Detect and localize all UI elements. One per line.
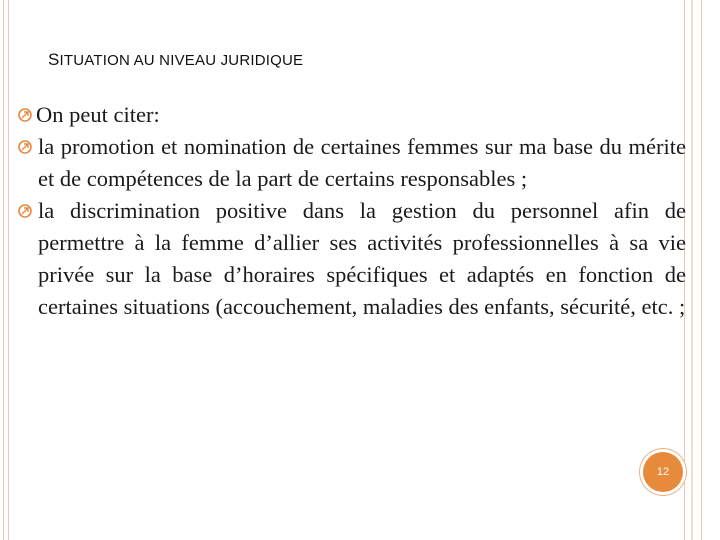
list-item-intro: [18, 99, 686, 131]
slide-border-left: [3, 0, 9, 540]
ornamental-bullet-icon: [18, 204, 32, 218]
list-item: [18, 131, 686, 195]
list-item-text: la promotion et nomination de certaines femmes sur ma base du mérite et de compétences de la part de certains responsables ;: [38, 134, 686, 191]
list-item: [18, 195, 686, 323]
slide-border-right: [684, 0, 702, 540]
list-item-text: la discrimination positive dans la gestion du personnel afin de permettre à la femme d’allier ses activités professionnelles à sa vie privée sur la base d’horaires spécifiques et adaptés en fonction de certaines situations (accouchement, maladies des enfants, sécurité, etc. ;: [38, 198, 686, 319]
ornamental-bullet-icon: [18, 140, 32, 154]
page-number-badge: 12: [643, 452, 683, 492]
ornamental-bullet-icon: [18, 108, 32, 122]
slide-body: [18, 99, 686, 323]
slide-title-initial: S: [48, 50, 60, 69]
slide-title: [48, 50, 303, 70]
slide-title-rest: ITUATION AU NIVEAU JURIDIQUE: [59, 52, 304, 69]
intro-text: On peut citer:: [36, 102, 160, 127]
